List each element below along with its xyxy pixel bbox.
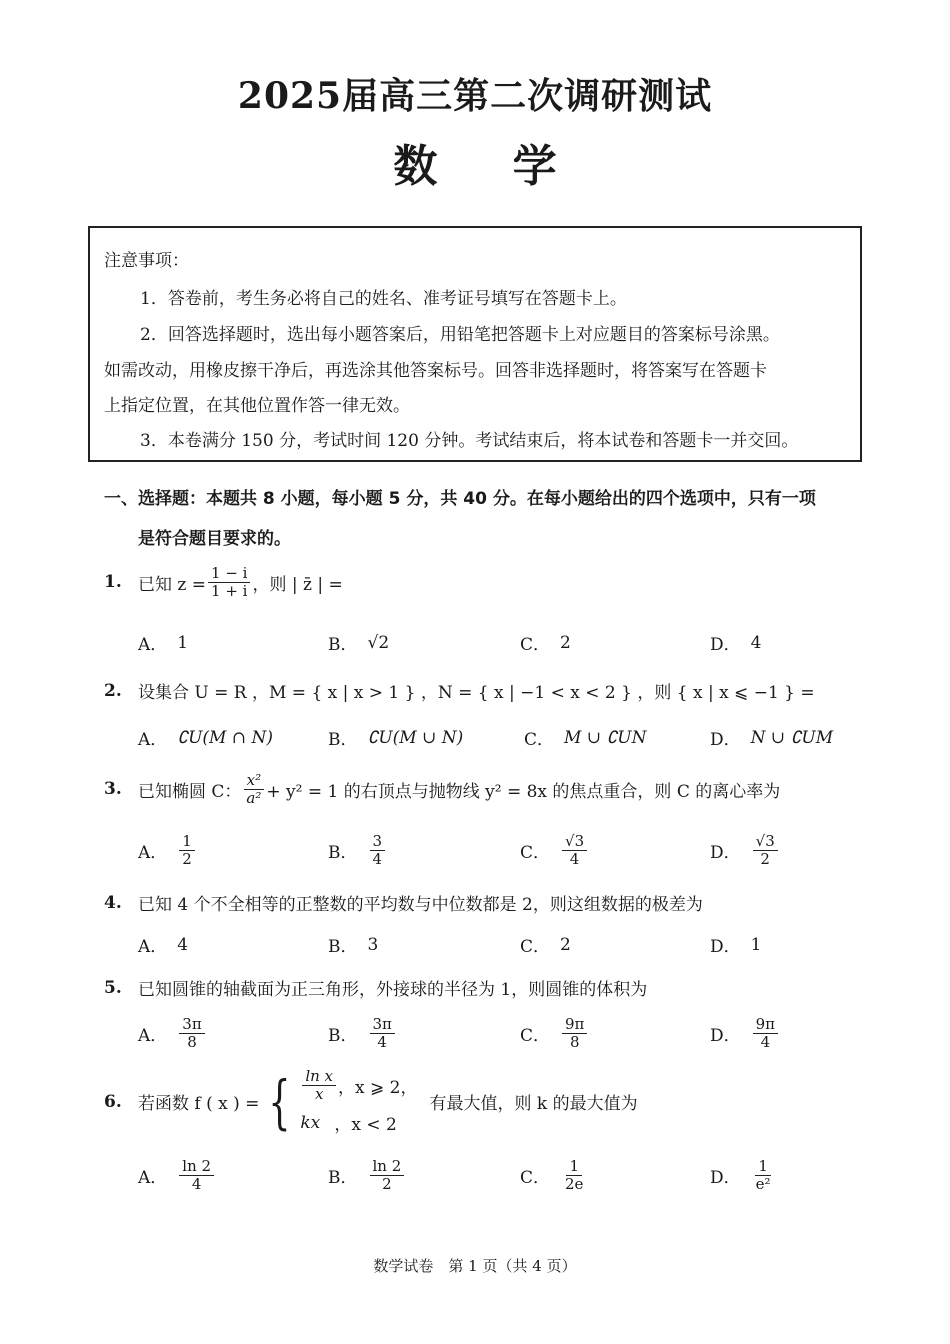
- fraction-numerator: ln 2: [179, 1158, 214, 1176]
- fraction-denominator: e²: [755, 1174, 771, 1193]
- fraction-denominator: 4: [569, 849, 580, 868]
- fraction-numerator: ln x: [302, 1068, 336, 1086]
- option-fraction: [753, 1016, 778, 1050]
- option-label: D．: [710, 730, 741, 750]
- fraction-denominator: x: [314, 1084, 324, 1103]
- option-b: [328, 1016, 397, 1050]
- option-text: ∁U(M ∪ N): [367, 727, 464, 748]
- option-b: [328, 932, 378, 957]
- piecewise-cases: [300, 1068, 417, 1135]
- option-text: M ∪ ∁UN: [564, 727, 647, 748]
- question-text: + y² = 1 的右顶点与抛物线 y² = 8x 的焦点重合，则 C 的离心率为: [266, 781, 781, 802]
- fraction-numerator: 1: [755, 1158, 771, 1176]
- fraction-numerator: 3π: [370, 1016, 395, 1034]
- option-fraction: [562, 833, 587, 867]
- option-c: [520, 630, 571, 655]
- option-d: [710, 1158, 776, 1192]
- question-number: 1.: [104, 572, 122, 592]
- option-label: A．: [138, 1167, 168, 1188]
- fraction-numerator: √3: [562, 833, 587, 851]
- notice-item: 3．本卷满分 150 分，考试时间 120 分钟。考试结束后，将本试卷和答题卡一并交回。: [140, 431, 799, 451]
- question-text: 已知 z =: [138, 574, 207, 595]
- page-footer: 数学试卷 第 1 页（共 4 页）: [373, 1257, 577, 1275]
- exam-title: 2025届高三第二次调研测试: [237, 75, 713, 117]
- question-2: [104, 678, 815, 703]
- question-number: 3.: [104, 779, 122, 799]
- question-1: [104, 565, 343, 599]
- fraction-numerator: x²: [244, 772, 264, 790]
- question-3: [104, 772, 780, 806]
- fraction: [302, 1068, 336, 1102]
- option-label: D．: [710, 1167, 741, 1188]
- subject-title: 数 学: [393, 141, 557, 192]
- option-label: B．: [328, 1025, 358, 1046]
- fraction-numerator: 9π: [753, 1016, 778, 1034]
- option-c: [520, 1158, 588, 1192]
- question-text: 已知 4 个不全相等的正整数的平均数与中位数都是 2，则这组数据的极差为: [138, 895, 703, 915]
- option-fraction: [179, 1158, 214, 1192]
- fraction-denominator: 4: [760, 1032, 771, 1051]
- question-text: ，则 | z̄ | =: [252, 574, 343, 595]
- option-d: [710, 630, 761, 655]
- question-5: [104, 975, 647, 1000]
- fraction-denominator: 4: [372, 849, 383, 868]
- fraction-denominator: 2: [382, 1174, 392, 1193]
- option-d: [710, 1016, 780, 1050]
- option-text: 3: [367, 934, 379, 955]
- option-text: N ∪ ∁UM: [750, 727, 834, 748]
- option-b: [328, 630, 389, 655]
- section-heading: 一、选择题：本题共 8 小题，每小题 5 分，共 40 分。在每小题给出的四个选项中，只有一项: [104, 489, 816, 509]
- fraction-numerator: 3π: [179, 1016, 204, 1034]
- left-brace: {: [268, 1067, 291, 1136]
- question-text: 若函数 f ( x ) =: [138, 1094, 260, 1114]
- option-label: C．: [520, 1025, 551, 1046]
- option-b: [328, 833, 387, 867]
- option-a: [138, 1016, 207, 1050]
- option-d: [710, 725, 833, 750]
- option-a: [138, 833, 197, 867]
- option-c: [520, 833, 589, 867]
- option-text: 4: [750, 632, 762, 653]
- fraction-denominator: 2: [760, 849, 770, 868]
- fraction-denominator: 4: [377, 1032, 387, 1051]
- option-c: [520, 1016, 589, 1050]
- fraction-numerator: ln 2: [370, 1158, 405, 1176]
- fraction-numerator: 1 − i: [208, 565, 250, 583]
- question-number: 6.: [104, 1091, 122, 1112]
- fraction-denominator: 4: [191, 1174, 202, 1193]
- option-text: 2: [560, 934, 571, 955]
- option-text: √2: [367, 632, 390, 653]
- question-number: 5.: [104, 977, 122, 998]
- question-4: [104, 890, 703, 915]
- question-text: 有最大值，则 k 的最大值为: [429, 1094, 638, 1114]
- option-fraction: [370, 1016, 395, 1050]
- option-label: D．: [710, 842, 741, 863]
- option-d: [710, 833, 780, 867]
- option-label: B．: [328, 1167, 358, 1188]
- option-c: [520, 932, 571, 957]
- option-label: D．: [710, 635, 741, 655]
- fraction-numerator: 1: [179, 833, 195, 851]
- case-expression: kx: [300, 1112, 321, 1133]
- fraction-denominator: 8: [569, 1032, 580, 1051]
- option-label: C．: [520, 635, 551, 655]
- option-text: 2: [560, 632, 571, 653]
- option-text: 1: [177, 632, 189, 653]
- fraction: [243, 772, 264, 806]
- option-fraction: [753, 833, 778, 867]
- option-a: [138, 630, 188, 655]
- option-fraction: [370, 1158, 405, 1192]
- option-a: [138, 725, 273, 750]
- option-fraction: [562, 1158, 586, 1192]
- option-text: ∁U(M ∩ N): [177, 727, 274, 748]
- option-d: [710, 932, 761, 957]
- option-label: C．: [520, 842, 551, 863]
- fraction-numerator: 3: [370, 833, 386, 851]
- question-6: [104, 1068, 638, 1135]
- question-text: 已知椭圆 C：: [138, 781, 242, 802]
- option-c: [524, 725, 647, 750]
- option-label: A．: [138, 635, 168, 655]
- fraction-numerator: √3: [753, 833, 778, 851]
- option-label: B．: [328, 730, 358, 750]
- fraction-denominator: 1 + i: [211, 581, 248, 600]
- fraction-numerator: 1: [566, 1158, 582, 1176]
- fraction-numerator: 9π: [562, 1016, 587, 1034]
- option-label: C．: [520, 1167, 551, 1188]
- option-fraction: [179, 833, 195, 867]
- option-label: D．: [710, 937, 741, 957]
- option-text: 4: [177, 934, 189, 955]
- option-label: C．: [524, 730, 555, 750]
- option-label: A．: [138, 1025, 168, 1046]
- section-heading-cont: 是符合题目要求的。: [138, 529, 291, 549]
- fraction-denominator: 2e: [565, 1174, 584, 1193]
- option-label: A．: [138, 730, 168, 750]
- fraction-denominator: 8: [187, 1032, 197, 1051]
- fraction: [208, 565, 250, 599]
- question-number: 2.: [104, 680, 122, 701]
- option-a: [138, 1158, 216, 1192]
- piecewise-function: [261, 1068, 417, 1135]
- option-a: [138, 932, 188, 957]
- option-fraction: [370, 833, 386, 867]
- option-label: C．: [520, 937, 551, 957]
- option-label: A．: [138, 937, 168, 957]
- option-fraction: [753, 1158, 774, 1192]
- option-text: 1: [750, 934, 762, 955]
- option-label: B．: [328, 937, 358, 957]
- case-condition: ，x < 2: [334, 1115, 397, 1135]
- option-b: [328, 725, 463, 750]
- notice-title: 注意事项：: [104, 251, 189, 271]
- fraction-denominator: a²: [246, 788, 262, 807]
- case-2: [300, 1110, 417, 1135]
- option-label: A．: [138, 842, 168, 863]
- question-number: 4.: [104, 892, 122, 913]
- case-1: [300, 1068, 417, 1102]
- notice-item: 2．回答选择题时，选出每小题答案后，用铅笔把答题卡上对应题目的答案标号涂黑。: [140, 325, 780, 345]
- option-label: B．: [328, 635, 358, 655]
- question-text: 设集合 U = R ，M = { x | x > 1 } ，N = { x | −1 < x < 2 } ，则 { x | x ⩽ −1 } =: [138, 683, 815, 703]
- fraction-denominator: 2: [182, 849, 192, 868]
- notice-box: [88, 226, 862, 462]
- option-label: B．: [328, 842, 358, 863]
- option-fraction: [562, 1016, 587, 1050]
- question-text: 已知圆锥的轴截面为正三角形，外接球的半径为 1，则圆锥的体积为: [138, 980, 648, 1000]
- notice-item: 上指定位置，在其他位置作答一律无效。: [104, 396, 410, 416]
- option-b: [328, 1158, 406, 1192]
- notice-item: 如需改动，用橡皮擦干净后，再选涂其他答案标号。回答非选择题时，将答案写在答题卡: [104, 361, 767, 381]
- option-label: D．: [710, 1025, 741, 1046]
- notice-item: 1．答卷前，考生务必将自己的姓名、准考证号填写在答题卡上。: [140, 289, 627, 309]
- option-fraction: [179, 1016, 204, 1050]
- case-condition: ，x ⩾ 2，: [338, 1077, 418, 1098]
